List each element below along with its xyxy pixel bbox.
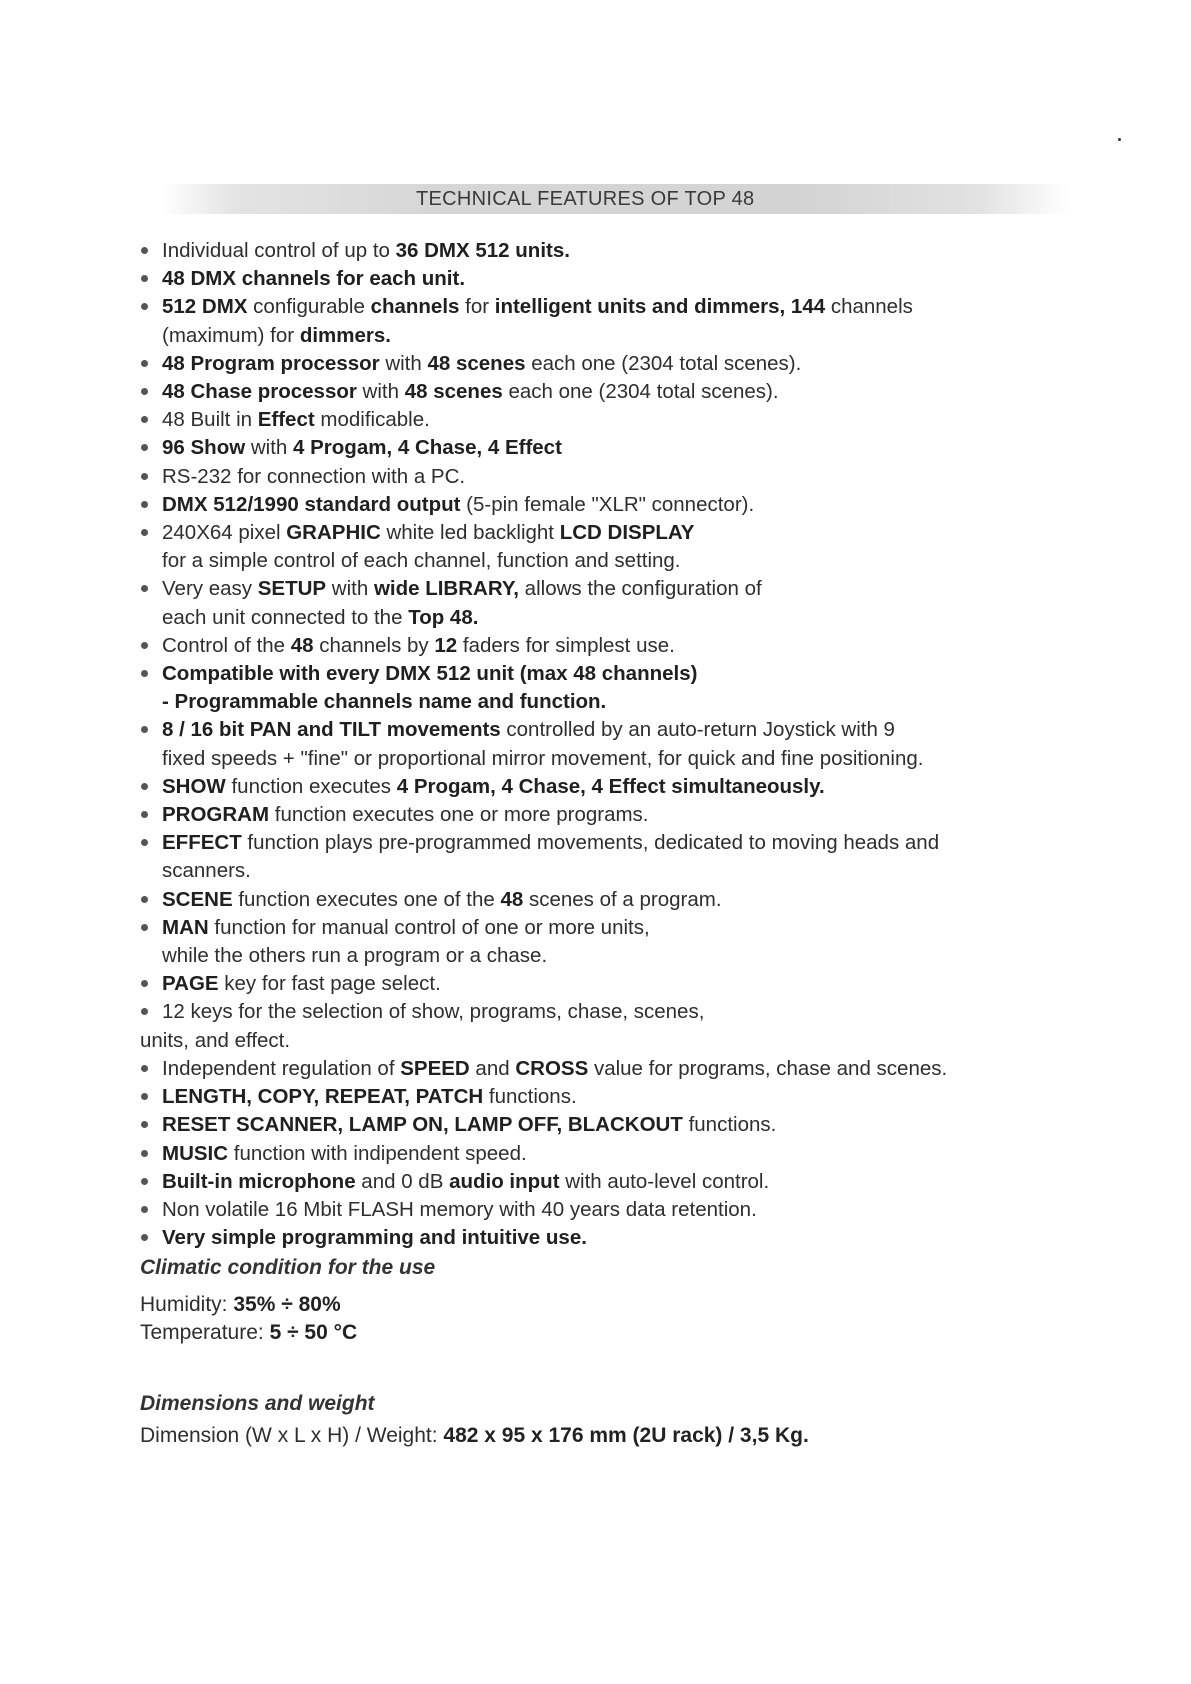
feature-text: with	[326, 577, 374, 601]
feature-text-bold: Built-in microphone	[162, 1169, 356, 1193]
temperature-line	[140, 1321, 357, 1345]
feature-item	[128, 1083, 1068, 1111]
feature-text: 240X64 pixel	[162, 521, 287, 545]
feature-text-bold: channels	[370, 295, 460, 319]
feature-continuation	[128, 857, 1068, 885]
feature-text: with auto-level control.	[559, 1169, 770, 1193]
feature-continuation	[128, 1027, 1068, 1055]
feature-item	[128, 350, 1068, 378]
feature-text: with	[379, 351, 428, 375]
feature-text-bold: 48	[290, 633, 314, 657]
feature-text: for a simple control of each channel, function and setting.	[162, 549, 681, 573]
bullet-icon	[141, 1093, 148, 1100]
feature-text-bold: Effect	[257, 408, 315, 432]
feature-item	[128, 1111, 1068, 1139]
feature-item	[128, 519, 1068, 547]
feature-text-bold: 512 DMX	[162, 295, 248, 319]
dimension-line	[140, 1424, 809, 1448]
feature-text-bold: 48	[500, 887, 524, 911]
feature-text: function plays pre-programmed movements, dedicated to moving heads and	[241, 831, 940, 855]
feature-text-bold: wide LIBRARY,	[373, 577, 519, 601]
feature-continuation	[128, 745, 1068, 773]
feature-text-bold: LENGTH, COPY, REPEAT, PATCH	[162, 1085, 484, 1109]
feature-item	[128, 660, 1068, 688]
feature-text: function executes one or more programs.	[269, 803, 649, 827]
feature-text: 48 Built in	[162, 408, 258, 432]
feature-text-bold: 4 Progam, 4 Chase, 4 Effect simultaneously.	[396, 774, 825, 798]
bullet-icon	[141, 1008, 148, 1015]
feature-text: function executes	[225, 774, 397, 798]
feature-text-bold: RESET SCANNER, LAMP ON, LAMP OFF, BLACKOUT	[162, 1113, 683, 1137]
bullet-icon	[141, 247, 148, 254]
feature-item	[128, 237, 1068, 265]
feature-item	[128, 1140, 1068, 1168]
feature-text: each unit connected to the	[162, 605, 409, 629]
feature-item	[128, 434, 1068, 462]
feature-text-bold: GRAPHIC	[286, 521, 381, 545]
feature-text: Independent regulation of	[162, 1056, 401, 1080]
feature-text-bold: 48 scenes	[427, 351, 526, 375]
feature-item	[128, 406, 1068, 434]
feature-text: channels by	[313, 633, 435, 657]
feature-text-bold: Compatible with every DMX 512 unit (max 48 channels)	[162, 662, 698, 686]
bullet-icon	[141, 501, 148, 508]
temperature-value: 5 ÷ 50 °C	[269, 1321, 358, 1344]
feature-item	[128, 1168, 1068, 1196]
feature-text-bold: 48 Program processor	[162, 351, 380, 375]
humidity-label: Humidity:	[140, 1293, 234, 1316]
bullet-icon	[141, 642, 148, 649]
feature-text: Individual control of up to	[162, 239, 396, 262]
feature-text-bold: dimmers.	[299, 323, 391, 347]
feature-item	[128, 914, 1068, 942]
feature-text-bold: CROSS	[515, 1056, 589, 1080]
feature-text-bold: 48 Chase processor	[162, 380, 357, 404]
feature-text: while the others run a program or a chase.	[162, 944, 548, 968]
feature-text: functions.	[682, 1113, 777, 1137]
feature-continuation	[128, 942, 1068, 970]
feature-text: allows the configuration of	[518, 577, 762, 601]
feature-text: value for programs, chase and scenes.	[588, 1056, 948, 1080]
feature-text: with	[356, 380, 405, 404]
feature-text-bold: 48 DMX channels for each unit.	[162, 267, 466, 291]
feature-text-bold: 48 scenes	[404, 380, 503, 404]
feature-text: modificable.	[314, 408, 430, 432]
feature-text: each one (2304 total scenes).	[502, 380, 779, 404]
feature-text: Non volatile 16 Mbit FLASH memory with 40 years data retention.	[162, 1197, 757, 1221]
bullet-icon	[141, 896, 148, 903]
bullet-icon	[141, 360, 148, 367]
temperature-label: Temperature:	[140, 1321, 270, 1344]
bullet-icon	[141, 1121, 148, 1128]
scan-dot	[1118, 138, 1121, 141]
feature-text: and	[469, 1056, 516, 1080]
feature-text-bold: 4 Progam, 4 Chase, 4 Effect	[293, 436, 562, 460]
feature-text-bold: MUSIC	[162, 1141, 229, 1165]
feature-list	[128, 237, 1068, 1252]
bullet-icon	[141, 811, 148, 818]
bullet-icon	[141, 726, 148, 733]
feature-text-bold: LCD DISPLAY	[559, 521, 695, 545]
bullet-icon	[141, 980, 148, 987]
feature-text-bold: SCENE	[162, 887, 233, 911]
feature-text: Control of the	[162, 633, 291, 657]
feature-continuation	[128, 604, 1068, 632]
feature-text-bold: 12	[434, 633, 458, 657]
bullet-icon	[141, 1234, 148, 1241]
feature-text-bold: SHOW	[162, 774, 226, 798]
bullet-icon	[141, 1206, 148, 1213]
bullet-icon	[141, 924, 148, 931]
humidity-line	[140, 1293, 341, 1317]
feature-text-bold: audio input	[449, 1169, 560, 1193]
feature-text: for	[459, 295, 495, 319]
bullet-icon	[141, 670, 148, 677]
feature-text-bold: 36 DMX 512 units.	[395, 239, 570, 262]
feature-text: controlled by an auto-return Joystick with 9	[500, 718, 895, 742]
bullet-icon	[141, 585, 148, 592]
feature-item	[128, 575, 1068, 603]
feature-text-bold: - Programmable channels name and function.	[162, 690, 607, 714]
climatic-heading: Climatic condition for the use	[140, 1256, 436, 1279]
feature-text-bold: SETUP	[257, 577, 327, 601]
bullet-icon	[141, 275, 148, 282]
feature-text: faders for simplest use.	[457, 633, 675, 657]
feature-continuation	[128, 688, 1068, 716]
feature-text: (maximum) for	[162, 323, 300, 347]
feature-item	[128, 998, 1068, 1026]
feature-text: RS-232 for connection with a PC.	[162, 464, 466, 488]
feature-item	[128, 773, 1068, 801]
feature-item	[128, 1224, 1068, 1252]
feature-text-bold: 96 Show	[162, 436, 246, 460]
feature-text-bold: 8 / 16 bit PAN and TILT movements	[162, 718, 501, 742]
feature-text: and 0 dB	[355, 1169, 450, 1193]
feature-item	[128, 716, 1068, 744]
feature-text: units, and effect.	[140, 1028, 291, 1052]
feature-item	[128, 491, 1068, 519]
bullet-icon	[141, 444, 148, 451]
feature-text: channels	[825, 295, 913, 319]
bullet-icon	[141, 473, 148, 480]
bullet-icon	[141, 1178, 148, 1185]
feature-text-bold: SPEED	[400, 1056, 470, 1080]
feature-text-bold: DMX 512/1990 standard output	[162, 492, 461, 516]
feature-text-bold: Top 48.	[408, 605, 479, 629]
bullet-icon	[141, 783, 148, 790]
feature-item	[128, 970, 1068, 998]
feature-continuation	[128, 322, 1068, 350]
feature-text: functions.	[483, 1085, 577, 1109]
bullet-icon	[141, 839, 148, 846]
feature-text: configurable	[247, 295, 371, 319]
page-title: TECHNICAL FEATURES OF TOP 48	[416, 188, 755, 210]
feature-text-bold: PAGE	[162, 972, 219, 996]
bullet-icon	[141, 529, 148, 536]
bullet-icon	[141, 388, 148, 395]
feature-item	[128, 886, 1068, 914]
feature-text: 12 keys for the selection of show, programs, chase, scenes,	[162, 1000, 705, 1024]
feature-continuation	[128, 547, 1068, 575]
feature-text: each one (2304 total scenes).	[525, 351, 802, 375]
bullet-icon	[141, 416, 148, 423]
feature-text: function with indipendent speed.	[228, 1141, 527, 1165]
feature-text-bold: PROGRAM	[162, 803, 270, 827]
bullet-icon	[141, 1065, 148, 1072]
feature-item	[128, 265, 1068, 293]
feature-text-bold: intelligent units and dimmers, 144	[494, 295, 826, 319]
feature-item	[128, 378, 1068, 406]
feature-text: (5-pin female "XLR" connector).	[460, 492, 755, 516]
feature-text: scenes of a program.	[523, 887, 722, 911]
bullet-icon	[141, 1150, 148, 1157]
feature-text: with	[245, 436, 294, 460]
dimensions-heading: Dimensions and weight	[140, 1392, 375, 1415]
feature-text: Very easy	[162, 577, 258, 601]
feature-text-bold: EFFECT	[162, 831, 242, 855]
feature-item	[128, 801, 1068, 829]
humidity-value: 35% ÷ 80%	[233, 1293, 341, 1316]
feature-item	[128, 1196, 1068, 1224]
feature-item	[128, 829, 1068, 857]
feature-item	[128, 1055, 1068, 1083]
feature-item	[128, 293, 1068, 321]
feature-item	[128, 463, 1068, 491]
feature-text-bold: Very simple programming and intuitive use.	[162, 1226, 587, 1250]
feature-text: function for manual control of one or more units,	[208, 915, 650, 939]
dimension-value: 482 x 95 x 176 mm (2U rack) / 3,5 Kg.	[443, 1424, 809, 1447]
feature-text: key for fast page select.	[218, 972, 441, 996]
dimension-label: Dimension (W x L x H) / Weight:	[140, 1424, 444, 1447]
bullet-icon	[141, 303, 148, 310]
feature-text: white led backlight	[380, 521, 560, 545]
feature-text-bold: MAN	[162, 915, 209, 939]
feature-text: function executes one of the	[232, 887, 501, 911]
feature-text: fixed speeds + "fine" or proportional mirror movement, for quick and fine positioning.	[162, 746, 924, 770]
feature-text: scanners.	[162, 859, 251, 883]
feature-item	[128, 632, 1068, 660]
